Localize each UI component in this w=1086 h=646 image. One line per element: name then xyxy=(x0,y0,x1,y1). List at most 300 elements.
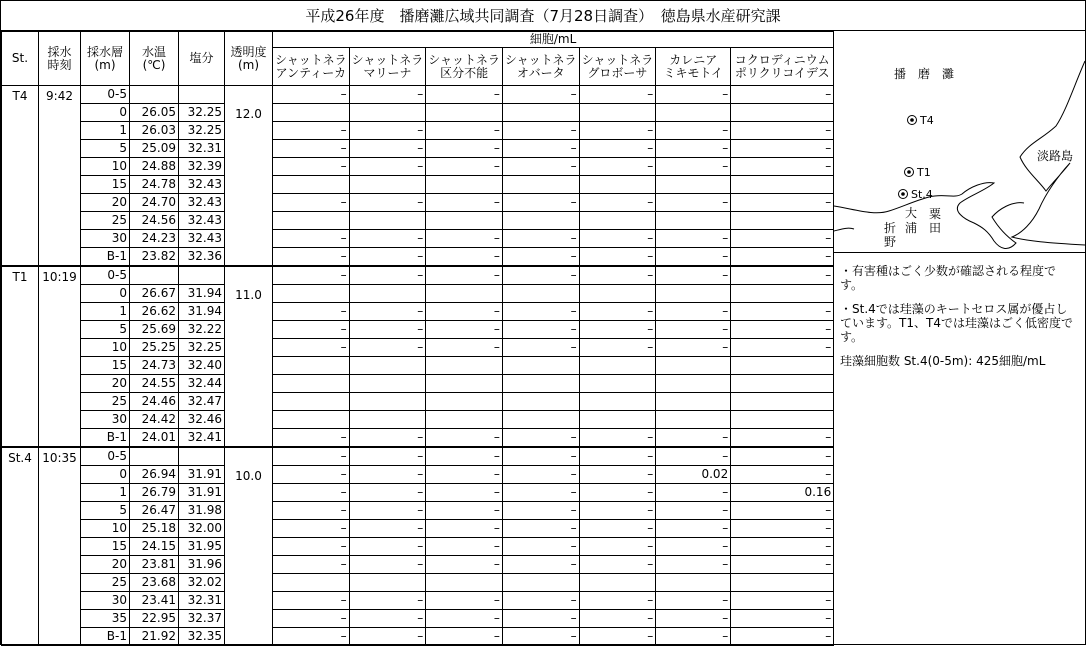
depth-cell: 35 xyxy=(81,610,130,628)
cell-count-1: – xyxy=(349,339,426,357)
cell-count-3: – xyxy=(502,158,579,176)
cell-count-2: – xyxy=(426,140,503,158)
cell-count-3: – xyxy=(502,194,579,212)
map-label-harima-nada: 播 磨 灘 xyxy=(894,67,955,81)
depth-cell: 1 xyxy=(81,484,130,502)
cell-count-6: – xyxy=(731,303,834,321)
temperature-cell: 24.70 xyxy=(130,194,179,212)
cell-count-2: – xyxy=(426,122,503,140)
cell-count-1: – xyxy=(349,466,426,484)
cell-count-2 xyxy=(426,104,503,122)
cell-count-4: – xyxy=(579,230,656,248)
cell-count-5: – xyxy=(656,538,731,556)
header-depth: 採水層 (m) xyxy=(81,32,130,86)
cell-count-3: – xyxy=(502,466,579,484)
cell-count-2: – xyxy=(426,484,503,502)
salinity-cell: 32.41 xyxy=(179,429,225,448)
cell-count-1: – xyxy=(349,122,426,140)
cell-count-4 xyxy=(579,574,656,592)
depth-cell: 1 xyxy=(81,122,130,140)
cell-count-4: – xyxy=(579,429,656,448)
map-label-ura: 浦 xyxy=(905,221,918,235)
cell-count-4 xyxy=(579,411,656,429)
coastline-map xyxy=(834,31,1085,252)
cell-count-5 xyxy=(656,357,731,375)
cell-count-5 xyxy=(656,212,731,230)
table-row xyxy=(2,502,834,520)
table-row xyxy=(2,122,834,140)
cell-count-3: – xyxy=(502,86,579,104)
cell-count-3 xyxy=(502,176,579,194)
cell-count-4 xyxy=(579,212,656,230)
cell-count-2: – xyxy=(426,303,503,321)
cell-count-4: – xyxy=(579,538,656,556)
temperature-cell: 25.09 xyxy=(130,140,179,158)
table-row xyxy=(2,520,834,538)
cell-count-5: – xyxy=(656,429,731,448)
depth-cell: 0 xyxy=(81,285,130,303)
sampling-time: 10:19 xyxy=(39,266,81,447)
salinity-cell: 32.43 xyxy=(179,194,225,212)
depth-cell: 5 xyxy=(81,321,130,339)
cell-count-5: – xyxy=(656,592,731,610)
salinity-cell: 32.25 xyxy=(179,104,225,122)
cell-count-6: – xyxy=(731,628,834,646)
cell-count-5: – xyxy=(656,628,731,646)
cell-count-0: – xyxy=(273,230,350,248)
cell-count-1: – xyxy=(349,538,426,556)
table-row xyxy=(2,411,834,429)
salinity-cell: 32.25 xyxy=(179,339,225,357)
cell-count-3: – xyxy=(502,592,579,610)
cell-count-3: – xyxy=(502,628,579,646)
map-label-ori: 折 xyxy=(884,221,897,235)
table-row xyxy=(2,321,834,339)
cell-count-5: – xyxy=(656,321,731,339)
depth-cell: 20 xyxy=(81,375,130,393)
cell-count-5: – xyxy=(656,86,731,104)
cell-count-2 xyxy=(426,212,503,230)
depth-cell: 20 xyxy=(81,194,130,212)
cell-count-4: – xyxy=(579,86,656,104)
cell-count-0: – xyxy=(273,86,350,104)
table-row xyxy=(2,429,834,448)
cell-count-1: – xyxy=(349,194,426,212)
temperature-cell: 23.81 xyxy=(130,556,179,574)
salinity-cell xyxy=(179,86,225,104)
cell-count-0: – xyxy=(273,339,350,357)
depth-cell: 0-5 xyxy=(81,266,130,285)
temperature-cell: 24.73 xyxy=(130,357,179,375)
cell-count-2 xyxy=(426,176,503,194)
cell-count-4 xyxy=(579,104,656,122)
cell-count-0 xyxy=(273,285,350,303)
table-row xyxy=(2,628,834,646)
station-name: St.4 xyxy=(2,447,39,646)
cell-count-3: – xyxy=(502,321,579,339)
cell-count-5 xyxy=(656,411,731,429)
cell-count-3: – xyxy=(502,429,579,448)
cell-count-2: – xyxy=(426,321,503,339)
cell-count-3: – xyxy=(502,122,579,140)
depth-cell: 10 xyxy=(81,158,130,176)
cell-count-2 xyxy=(426,375,503,393)
cell-count-2: – xyxy=(426,447,503,466)
map-label-ta: 田 xyxy=(929,221,942,235)
cell-count-0 xyxy=(273,212,350,230)
temperature-cell xyxy=(130,447,179,466)
cell-count-6: – xyxy=(731,538,834,556)
cell-count-0 xyxy=(273,574,350,592)
depth-cell: 10 xyxy=(81,520,130,538)
cell-count-6 xyxy=(731,357,834,375)
table-row xyxy=(2,285,834,303)
temperature-cell: 24.23 xyxy=(130,230,179,248)
depth-cell: 30 xyxy=(81,411,130,429)
cell-count-5 xyxy=(656,285,731,303)
cell-count-1: – xyxy=(349,447,426,466)
temperature-cell: 23.82 xyxy=(130,248,179,267)
cell-count-4: – xyxy=(579,502,656,520)
cell-count-2: – xyxy=(426,628,503,646)
table-row xyxy=(2,140,834,158)
cell-count-6: – xyxy=(731,321,834,339)
depth-cell: 1 xyxy=(81,303,130,321)
cell-count-0 xyxy=(273,411,350,429)
table-row xyxy=(2,393,834,411)
salinity-cell: 32.25 xyxy=(179,122,225,140)
temperature-cell: 26.94 xyxy=(130,466,179,484)
cell-count-1: – xyxy=(349,303,426,321)
table-row xyxy=(2,303,834,321)
cell-count-6 xyxy=(731,574,834,592)
cell-count-6: 0.16 xyxy=(731,484,834,502)
salinity-cell: 32.39 xyxy=(179,158,225,176)
temperature-cell: 26.47 xyxy=(130,502,179,520)
cell-count-0: – xyxy=(273,484,350,502)
sampling-time: 10:35 xyxy=(39,447,81,646)
header-species-5: カレニア ミキモトイ xyxy=(656,48,731,86)
cell-count-1 xyxy=(349,104,426,122)
cell-count-4 xyxy=(579,357,656,375)
cell-count-1: – xyxy=(349,502,426,520)
temperature-cell: 25.69 xyxy=(130,321,179,339)
cell-count-6: – xyxy=(731,592,834,610)
cell-count-1: – xyxy=(349,592,426,610)
cell-count-1 xyxy=(349,357,426,375)
cell-count-6 xyxy=(731,285,834,303)
cell-count-0: – xyxy=(273,248,350,267)
cell-count-6: – xyxy=(731,339,834,357)
cell-count-5: – xyxy=(656,520,731,538)
cell-count-0: – xyxy=(273,502,350,520)
cell-count-5: – xyxy=(656,502,731,520)
cell-count-4: – xyxy=(579,158,656,176)
cell-count-5: – xyxy=(656,447,731,466)
cell-count-3: – xyxy=(502,248,579,267)
cell-count-6: – xyxy=(731,158,834,176)
temperature-cell: 24.46 xyxy=(130,393,179,411)
depth-cell: 0 xyxy=(81,466,130,484)
table-row xyxy=(2,104,834,122)
cell-count-1: – xyxy=(349,158,426,176)
cell-count-6 xyxy=(731,176,834,194)
temperature-cell: 26.62 xyxy=(130,303,179,321)
cell-count-2: – xyxy=(426,520,503,538)
cell-count-1: – xyxy=(349,86,426,104)
cell-count-3: – xyxy=(502,266,579,285)
cell-count-1 xyxy=(349,375,426,393)
depth-cell: 25 xyxy=(81,574,130,592)
cell-count-6 xyxy=(731,212,834,230)
station-map xyxy=(834,31,1085,253)
cell-count-3: – xyxy=(502,230,579,248)
depth-cell: B-1 xyxy=(81,429,130,448)
cell-count-5: – xyxy=(656,194,731,212)
transparency-cell: 12.0 xyxy=(225,86,273,267)
cell-count-2 xyxy=(426,574,503,592)
salinity-cell: 31.91 xyxy=(179,466,225,484)
temperature-cell: 23.68 xyxy=(130,574,179,592)
map-label-t4: T4 xyxy=(920,114,934,127)
cell-count-2: – xyxy=(426,248,503,267)
table-row xyxy=(2,484,834,502)
cell-count-4 xyxy=(579,393,656,411)
cell-count-2: – xyxy=(426,339,503,357)
cell-count-0: – xyxy=(273,303,350,321)
note-diatom-count: 珪藻細胞数 St.4(0-5m): 425細胞/mL xyxy=(840,354,1046,368)
table-row xyxy=(2,194,834,212)
cell-count-2 xyxy=(426,411,503,429)
cell-count-4: – xyxy=(579,447,656,466)
cell-count-4 xyxy=(579,285,656,303)
cell-count-5 xyxy=(656,574,731,592)
salinity-cell: 32.40 xyxy=(179,357,225,375)
table-row xyxy=(2,592,834,610)
header-species-3: シャットネラ オバータ xyxy=(502,48,579,86)
survey-table xyxy=(1,31,834,646)
salinity-cell: 32.31 xyxy=(179,592,225,610)
notes-panel xyxy=(840,264,1078,378)
header-temperature: 水温 (℃) xyxy=(130,32,179,86)
cell-count-2: – xyxy=(426,266,503,285)
cell-count-5: – xyxy=(656,140,731,158)
cell-count-3: – xyxy=(502,502,579,520)
cell-count-4: – xyxy=(579,140,656,158)
table-row xyxy=(2,339,834,357)
cell-count-1: – xyxy=(349,266,426,285)
salinity-cell: 32.47 xyxy=(179,393,225,411)
cell-count-0 xyxy=(273,375,350,393)
cell-count-2: – xyxy=(426,592,503,610)
cell-count-1 xyxy=(349,411,426,429)
cell-count-5: – xyxy=(656,230,731,248)
salinity-cell: 32.37 xyxy=(179,610,225,628)
table-row xyxy=(2,248,834,267)
cell-count-5 xyxy=(656,393,731,411)
cell-count-6: – xyxy=(731,556,834,574)
cell-count-4: – xyxy=(579,484,656,502)
cell-count-3 xyxy=(502,411,579,429)
temperature-cell: 26.79 xyxy=(130,484,179,502)
cell-count-2: – xyxy=(426,86,503,104)
cell-count-6 xyxy=(731,411,834,429)
cell-count-5: – xyxy=(656,122,731,140)
cell-count-4: – xyxy=(579,610,656,628)
cell-count-6: – xyxy=(731,466,834,484)
cell-count-3: – xyxy=(502,556,579,574)
salinity-cell: 32.36 xyxy=(179,248,225,267)
depth-cell: 10 xyxy=(81,339,130,357)
temperature-cell: 24.78 xyxy=(130,176,179,194)
cell-count-1 xyxy=(349,393,426,411)
note-diatom-dominance: ・St.4では珪藻のキートセロス属が優占しています。T1、T4では珪藻はごく低密度です。 xyxy=(840,302,1073,344)
depth-cell: 0-5 xyxy=(81,86,130,104)
cell-count-4: – xyxy=(579,556,656,574)
cell-count-0: – xyxy=(273,556,350,574)
cell-count-0: – xyxy=(273,158,350,176)
salinity-cell: 31.95 xyxy=(179,538,225,556)
salinity-cell: 32.43 xyxy=(179,212,225,230)
temperature-cell: 24.15 xyxy=(130,538,179,556)
cell-count-1: – xyxy=(349,556,426,574)
station-marker-t4-icon xyxy=(908,116,917,125)
depth-cell: 0-5 xyxy=(81,447,130,466)
cell-count-4: – xyxy=(579,266,656,285)
cell-count-0: – xyxy=(273,122,350,140)
cell-count-6: – xyxy=(731,429,834,448)
cell-count-0 xyxy=(273,104,350,122)
cell-count-1: – xyxy=(349,321,426,339)
cell-count-6 xyxy=(731,393,834,411)
note-harmful-species: ・有害種はごく少数が確認される程度です。 xyxy=(840,264,1057,292)
cell-count-3 xyxy=(502,393,579,411)
cell-count-3: – xyxy=(502,538,579,556)
header-station: St. xyxy=(2,32,39,86)
header-cells-per-ml: 細胞/mL xyxy=(273,32,834,48)
temperature-cell: 25.25 xyxy=(130,339,179,357)
salinity-cell: 32.43 xyxy=(179,176,225,194)
table-row xyxy=(2,357,834,375)
cell-count-5 xyxy=(656,375,731,393)
temperature-cell: 25.18 xyxy=(130,520,179,538)
cell-count-5: – xyxy=(656,266,731,285)
cell-count-0: – xyxy=(273,266,350,285)
cell-count-6: – xyxy=(731,86,834,104)
cell-count-0: – xyxy=(273,447,350,466)
cell-count-1 xyxy=(349,212,426,230)
cell-count-1: – xyxy=(349,248,426,267)
depth-cell: 15 xyxy=(81,538,130,556)
depth-cell: 25 xyxy=(81,393,130,411)
cell-count-3 xyxy=(502,357,579,375)
table-row xyxy=(2,230,834,248)
cell-count-0: – xyxy=(273,194,350,212)
cell-count-3 xyxy=(502,285,579,303)
salinity-cell: 32.02 xyxy=(179,574,225,592)
cell-count-5: – xyxy=(656,248,731,267)
temperature-cell xyxy=(130,86,179,104)
cell-count-5: – xyxy=(656,610,731,628)
cell-count-3: – xyxy=(502,339,579,357)
cell-count-6: – xyxy=(731,610,834,628)
temperature-cell: 21.92 xyxy=(130,628,179,646)
table-row xyxy=(2,266,834,285)
temperature-cell: 24.42 xyxy=(130,411,179,429)
table-row xyxy=(2,176,834,194)
salinity-cell: 32.46 xyxy=(179,411,225,429)
depth-cell: B-1 xyxy=(81,628,130,646)
cell-count-5 xyxy=(656,104,731,122)
cell-count-4 xyxy=(579,375,656,393)
cell-count-6: – xyxy=(731,140,834,158)
salinity-cell: 32.00 xyxy=(179,520,225,538)
cell-count-5: – xyxy=(656,484,731,502)
header-salinity: 塩分 xyxy=(179,32,225,86)
cell-count-4 xyxy=(579,176,656,194)
cell-count-2: – xyxy=(426,429,503,448)
cell-count-3 xyxy=(502,375,579,393)
cell-count-2: – xyxy=(426,502,503,520)
depth-cell: 30 xyxy=(81,230,130,248)
salinity-cell: 32.43 xyxy=(179,230,225,248)
cell-count-6: – xyxy=(731,122,834,140)
temperature-cell: 24.01 xyxy=(130,429,179,448)
cell-count-6: – xyxy=(731,502,834,520)
cell-count-0 xyxy=(273,393,350,411)
cell-count-5: 0.02 xyxy=(656,466,731,484)
side-panel xyxy=(834,31,1085,644)
header-transparency: 透明度 (m) xyxy=(225,32,273,86)
cell-count-0: – xyxy=(273,140,350,158)
depth-cell: B-1 xyxy=(81,248,130,267)
salinity-cell xyxy=(179,447,225,466)
temperature-cell: 24.56 xyxy=(130,212,179,230)
temperature-cell xyxy=(130,266,179,285)
table-row xyxy=(2,610,834,628)
map-label-st4: St.4 xyxy=(911,188,933,201)
cell-count-6 xyxy=(731,104,834,122)
cell-count-2: – xyxy=(426,230,503,248)
cell-count-2 xyxy=(426,285,503,303)
cell-count-4: – xyxy=(579,321,656,339)
table-row xyxy=(2,158,834,176)
station-name: T1 xyxy=(2,266,39,447)
cell-count-3: – xyxy=(502,303,579,321)
cell-count-6: – xyxy=(731,248,834,267)
cell-count-5 xyxy=(656,176,731,194)
cell-count-0: – xyxy=(273,520,350,538)
cell-count-0: – xyxy=(273,429,350,448)
station-name: T4 xyxy=(2,86,39,267)
salinity-cell: 31.91 xyxy=(179,484,225,502)
cell-count-6: – xyxy=(731,230,834,248)
cell-count-0: – xyxy=(273,610,350,628)
temperature-cell: 26.67 xyxy=(130,285,179,303)
cell-count-2: – xyxy=(426,194,503,212)
temperature-cell: 24.88 xyxy=(130,158,179,176)
sampling-time: 9:42 xyxy=(39,86,81,267)
cell-count-3: – xyxy=(502,610,579,628)
temperature-cell: 26.05 xyxy=(130,104,179,122)
cell-count-4: – xyxy=(579,592,656,610)
salinity-cell: 31.94 xyxy=(179,303,225,321)
cell-count-2: – xyxy=(426,556,503,574)
table-row xyxy=(2,466,834,484)
header-species-0: シャットネラ アンティーカ xyxy=(273,48,350,86)
table-row xyxy=(2,212,834,230)
cell-count-0 xyxy=(273,176,350,194)
